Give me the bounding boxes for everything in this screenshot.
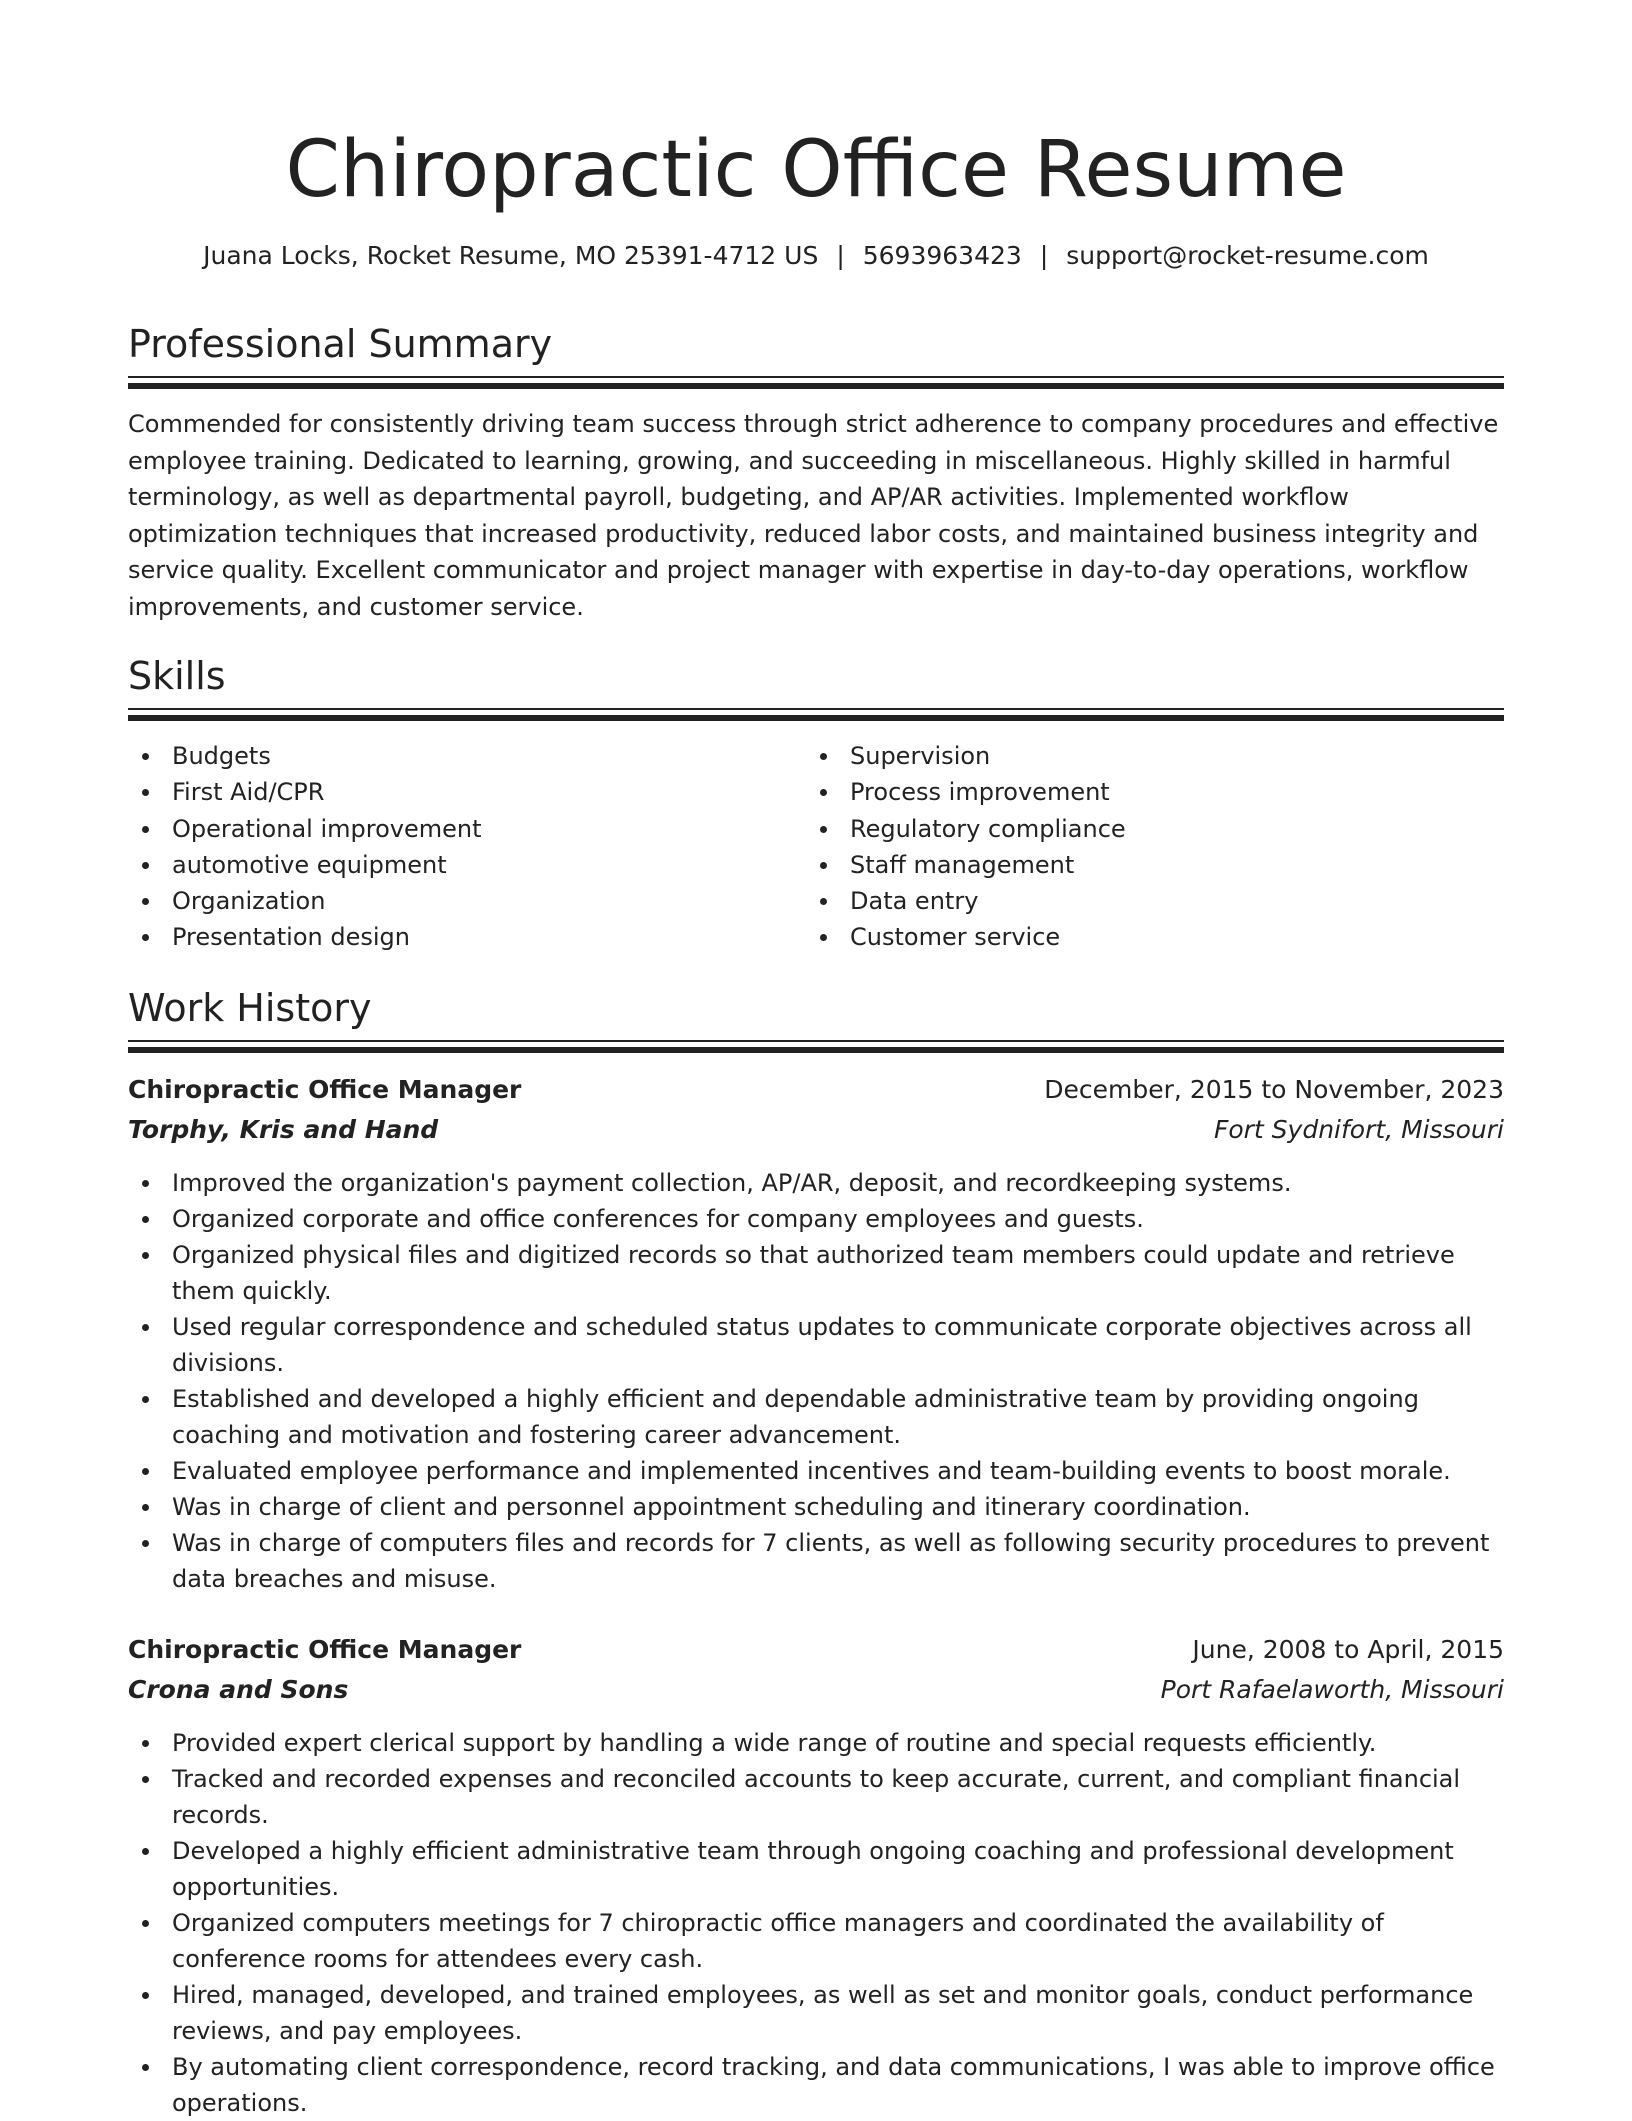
job-company: Torphy, Kris and Hand bbox=[128, 1115, 439, 1144]
contact-line bbox=[128, 236, 1504, 276]
skill-item: Supervision bbox=[806, 738, 1504, 774]
skill-item: Data entry bbox=[806, 883, 1504, 919]
job-bullet: Organized corporate and office conferences for company employees and guests. bbox=[128, 1201, 1504, 1237]
job-bullet-list bbox=[128, 1725, 1504, 2121]
job-bullet: Developed a highly efficient administrative team through ongoing coaching and professional development opportunities. bbox=[128, 1833, 1504, 1905]
contact-email: support@rocket-resume.com bbox=[1066, 241, 1429, 270]
job-location: Port Rafaelaworth, Missouri bbox=[1160, 1675, 1504, 1704]
job-bullet: Provided expert clerical support by handling a wide range of routine and special requests efficiently. bbox=[128, 1725, 1504, 1761]
job-bullet: By automating client correspondence, record tracking, and data communications, I was able to improve office operations. bbox=[128, 2049, 1504, 2121]
skill-item: Process improvement bbox=[806, 774, 1504, 810]
job-dates: December, 2015 to November, 2023 bbox=[1044, 1075, 1504, 1104]
skills-list-right bbox=[806, 738, 1504, 956]
job-dates: June, 2008 to April, 2015 bbox=[1192, 1635, 1504, 1664]
job-bullet: Organized computers meetings for 7 chiropractic office managers and coordinated the availability of conference rooms for attendees every cash. bbox=[128, 1905, 1504, 1977]
skill-item: Operational improvement bbox=[128, 811, 788, 847]
skill-item: Budgets bbox=[128, 738, 788, 774]
skill-item: Customer service bbox=[806, 919, 1504, 955]
skill-item: Organization bbox=[128, 883, 788, 919]
job-location: Fort Sydnifort, Missouri bbox=[1213, 1115, 1504, 1144]
contact-phone: 5693963423 bbox=[862, 241, 1022, 270]
job-company: Crona and Sons bbox=[128, 1675, 349, 1704]
job-bullet: Used regular correspondence and scheduled status updates to communicate corporate objectives across all divisions. bbox=[128, 1309, 1504, 1381]
job-title: Chiropractic Office Manager bbox=[128, 1635, 522, 1664]
contact-separator: | bbox=[1039, 241, 1049, 270]
skills-list-left bbox=[128, 738, 788, 956]
summary-text: Commended for consistently driving team success through strict adherence to company procedures and effective employee training. Dedicated to learning, growing, and succeeding in miscellaneous. Highly skilled in harmful terminology, as well as departmental payroll, budgeting, and AP/AR activities. Implemented workflow optimization techniques that increased productivity, reduced labor costs, and maintained business integrity and service quality. Excellent communicator and project manager with expertise in day-to-day operations, workflow improvements, and customer service. bbox=[128, 410, 1499, 621]
contact-address: Juana Locks, Rocket Resume, MO 25391-4712 US bbox=[203, 241, 819, 270]
skill-item: First Aid/CPR bbox=[128, 774, 788, 810]
skill-item: Staff management bbox=[806, 847, 1504, 883]
job-bullet: Was in charge of client and personnel appointment scheduling and itinerary coordination. bbox=[128, 1489, 1504, 1525]
job-bullet: Tracked and recorded expenses and reconciled accounts to keep accurate, current, and compliant financial records. bbox=[128, 1761, 1504, 1833]
skill-item: automotive equipment bbox=[128, 847, 788, 883]
summary-divider bbox=[128, 376, 1504, 390]
skills-heading: Skills bbox=[128, 654, 226, 698]
job-bullet: Organized physical files and digitized records so that authorized team members could update and retrieve them quickly. bbox=[128, 1237, 1504, 1309]
work-divider bbox=[128, 1040, 1504, 1054]
skill-item: Regulatory compliance bbox=[806, 811, 1504, 847]
summary-heading: Professional Summary bbox=[128, 322, 553, 366]
job-title: Chiropractic Office Manager bbox=[128, 1075, 522, 1104]
job-bullet: Improved the organization's payment collection, AP/AR, deposit, and recordkeeping systems. bbox=[128, 1165, 1504, 1201]
job-bullet: Evaluated employee performance and implemented incentives and team-building events to boost morale. bbox=[128, 1453, 1504, 1489]
resume-title: Chiropractic Office Resume bbox=[285, 125, 1347, 215]
contact-separator: | bbox=[836, 241, 845, 270]
job-bullet: Was in charge of computers files and records for 7 clients, as well as following security procedures to prevent data breaches and misuse. bbox=[128, 1525, 1504, 1597]
job-bullet-list bbox=[128, 1165, 1504, 1597]
skills-divider bbox=[128, 708, 1504, 722]
skill-item: Presentation design bbox=[128, 919, 788, 955]
work-heading: Work History bbox=[128, 986, 372, 1030]
job-bullet: Established and developed a highly efficient and dependable administrative team by providing ongoing coaching and motivation and fostering career advancement. bbox=[128, 1381, 1504, 1453]
job-bullet: Hired, managed, developed, and trained employees, as well as set and monitor goals, conduct performance reviews, and pay employees. bbox=[128, 1977, 1504, 2049]
